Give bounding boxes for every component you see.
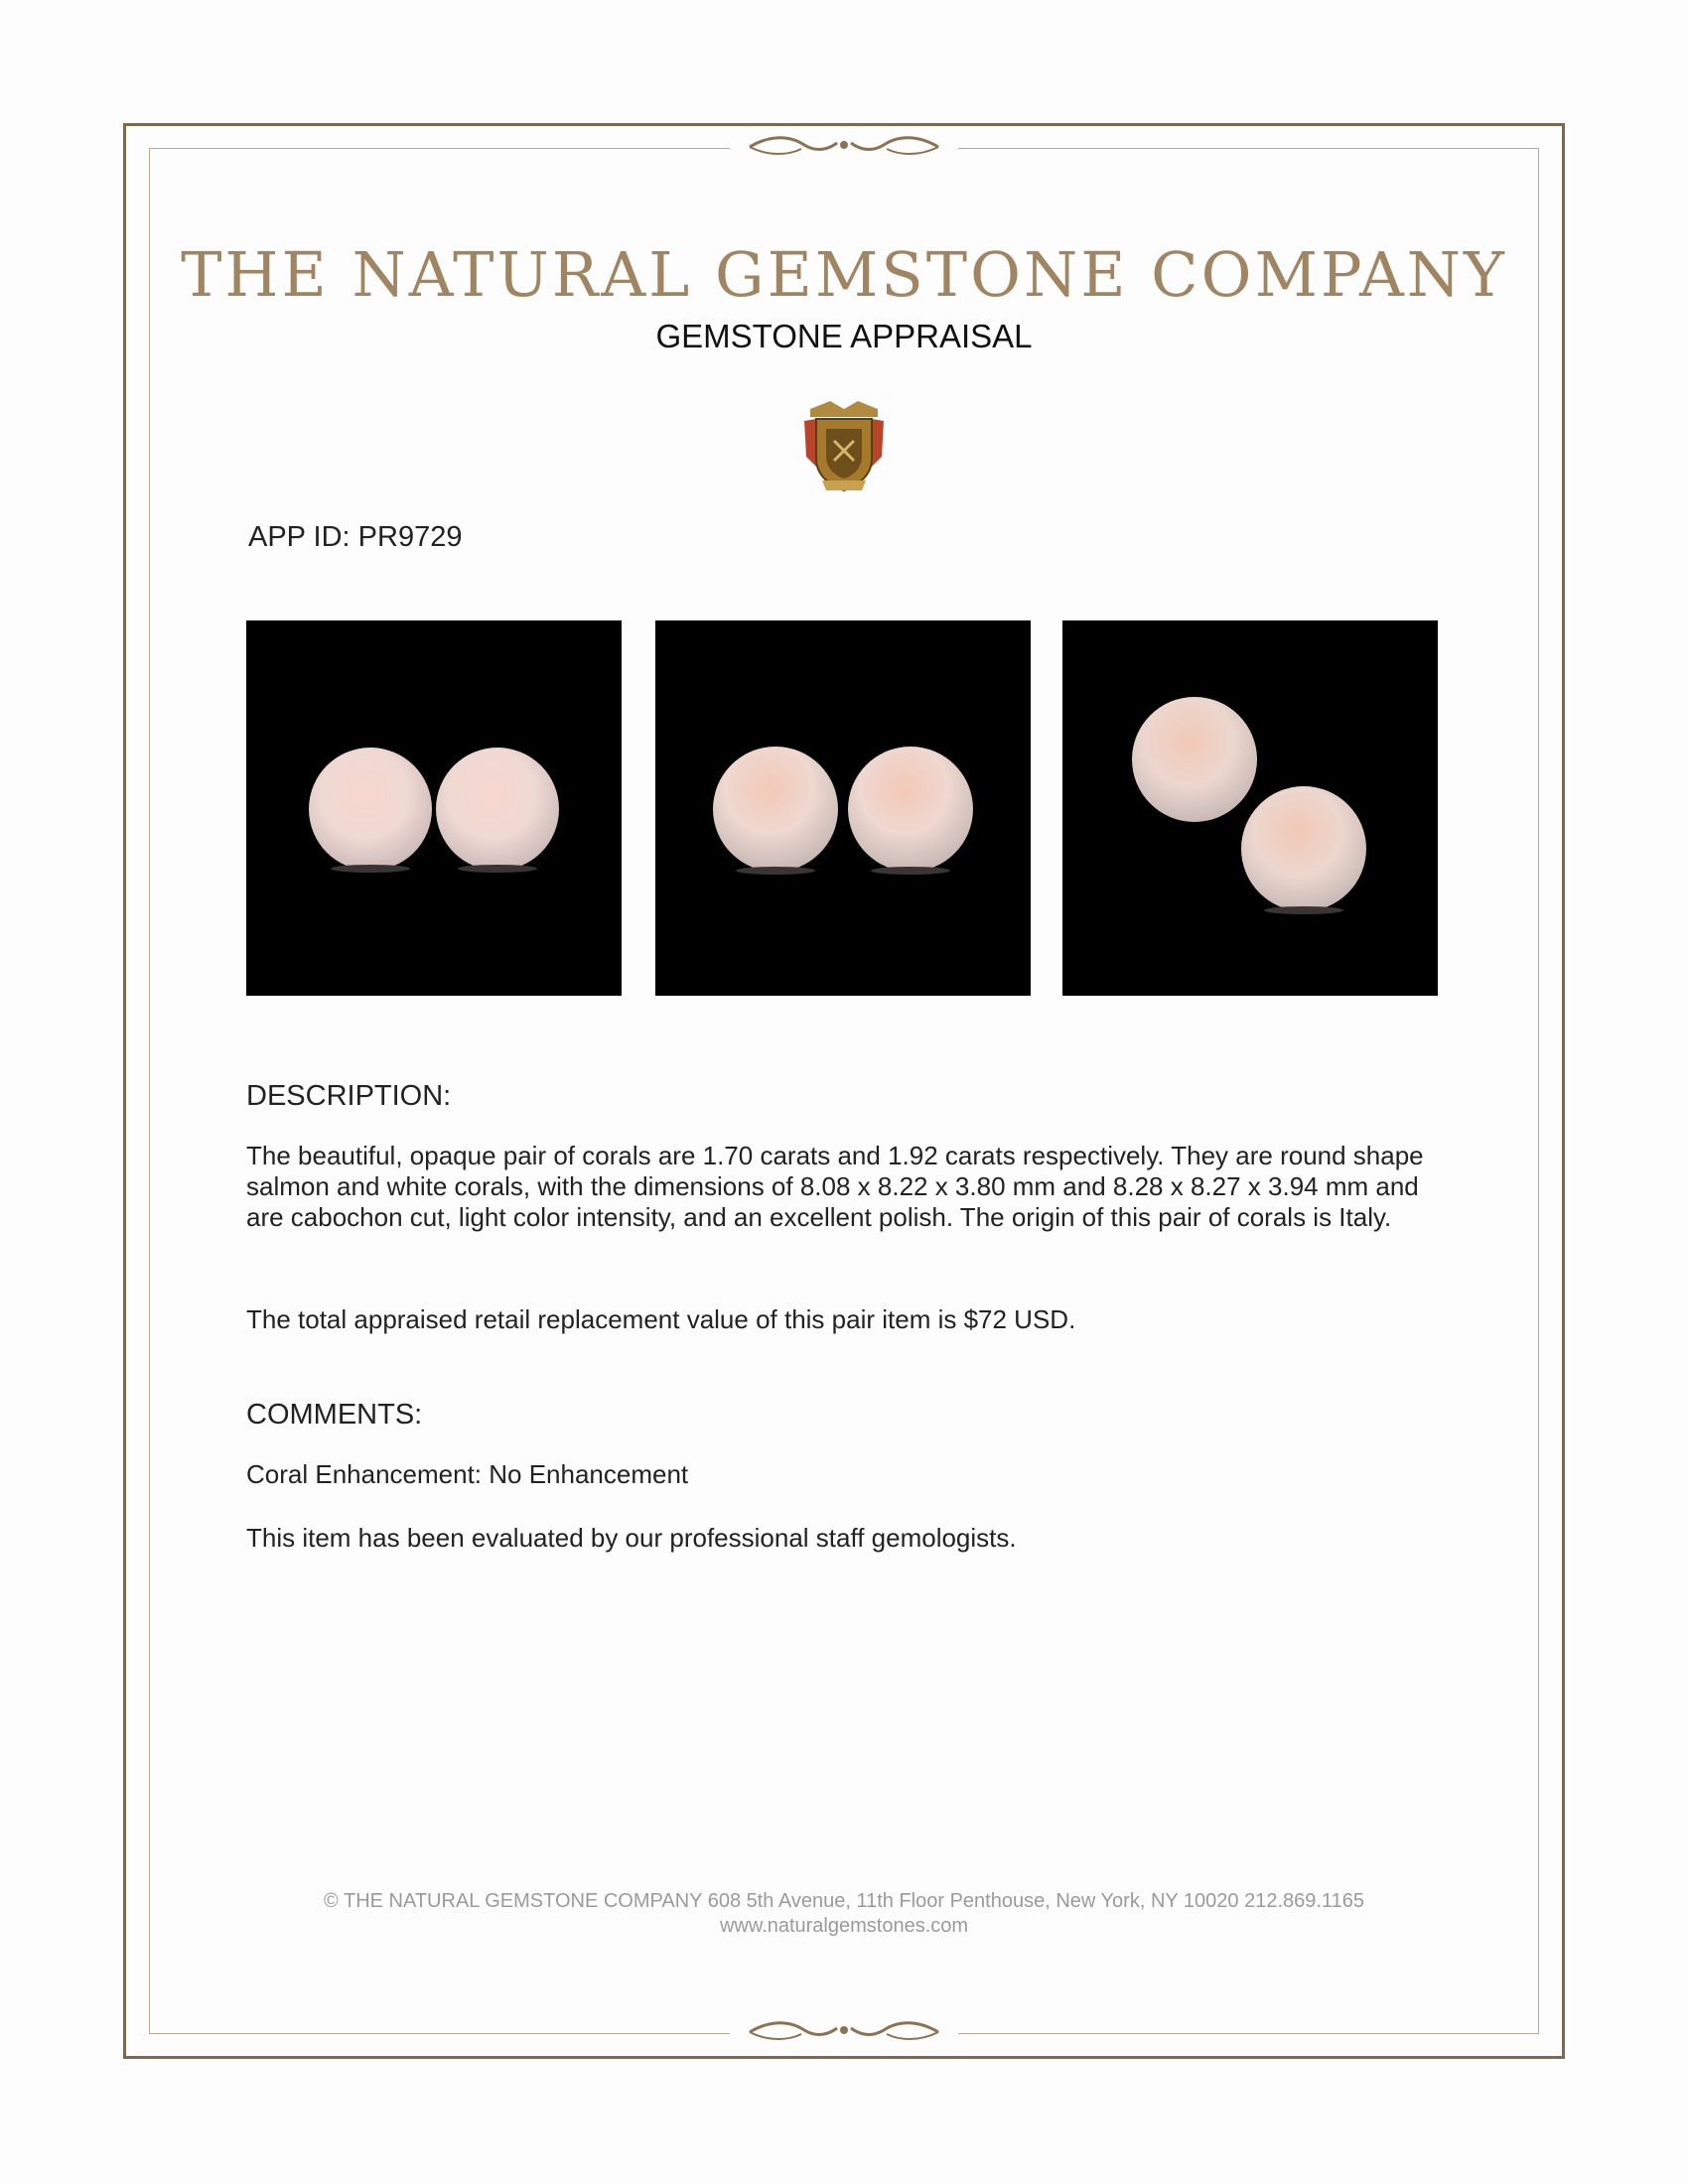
enhancement-comment: Coral Enhancement: No Enhancement [246,1459,689,1489]
company-crest-icon [800,397,888,496]
appraisal-id: APP ID: PR9729 [248,521,463,553]
gemstone-photo-angle [655,620,1031,996]
footer-website: www.naturalgemstones.com [719,1915,969,1937]
company-name: THE NATURAL GEMSTONE COMPANY [181,238,1507,311]
gemstone-photo-diagonal [1062,620,1438,996]
evaluation-comment: This item has been evaluated by our professional staff gemologists. [246,1523,1017,1553]
document-type-title: GEMSTONE APPRAISAL [655,318,1033,354]
gemstone-photo-front [246,620,622,996]
footer-address: © THE NATURAL GEMSTONE COMPANY 608 5th Avenue, 11th Floor Penthouse, New York, NY 10020 212.869.1165 [324,1890,1364,1912]
description-text: The beautiful, opaque pair of corals are 1.70 carats and 1.92 carats respectively. They are round shape salmon and white corals, with the dimensions of 8.08 x 8.22 x 3.80 mm and 8.28 x 8.27 x 3.94 mm and are cabochon cut, light color intensity, and an excellent polish. The origin of this pair of corals is Italy. [246,1141,1424,1232]
top-flourish-ornament [730,127,958,167]
appraised-value-statement: The total appraised retail replacement value of this pair item is $72 USD. [246,1304,1076,1334]
description-heading: DESCRIPTION: [246,1080,452,1112]
comments-heading: COMMENTS: [246,1399,423,1431]
bottom-flourish-ornament [730,2012,958,2052]
